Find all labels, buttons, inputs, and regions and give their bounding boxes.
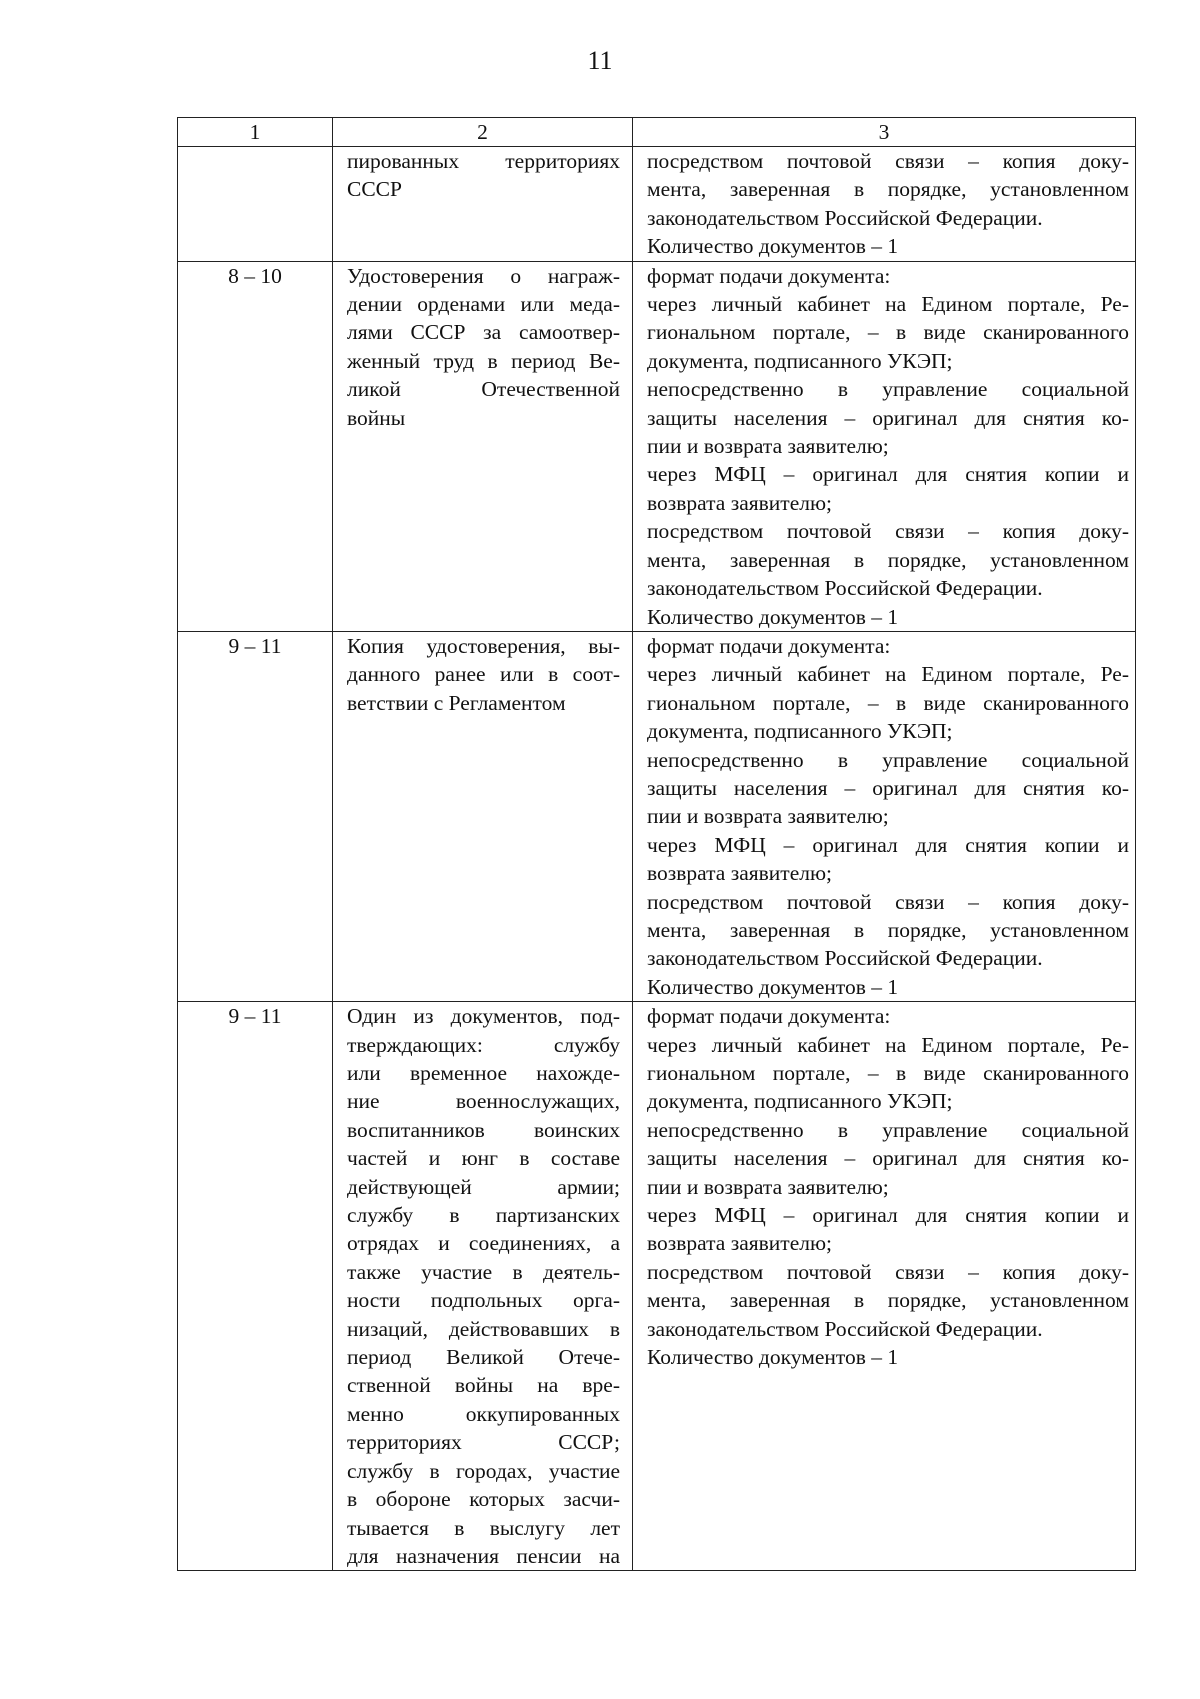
row-number-cell: 9 – 11	[178, 1002, 333, 1571]
submission-format-line: формат подачи документа:	[647, 1004, 891, 1029]
document-name-line: частей и юнг в составе	[347, 1146, 620, 1171]
row-number-cell	[178, 147, 333, 262]
document-name-line: также участие в деятель-	[347, 1259, 620, 1284]
submission-format-line: Количество документов – 1	[647, 974, 899, 999]
submission-format-line: мента, заверенная в порядке, установленном	[647, 177, 1129, 202]
page-number: 11	[587, 46, 613, 75]
document-name-cell	[333, 261, 633, 631]
table-header-row	[178, 118, 1136, 147]
document-name-line: Удостоверения о награж-	[347, 263, 620, 288]
document-name-line: действующей армии;	[347, 1174, 620, 1199]
document-name-line: ликой Отечественной	[347, 377, 620, 402]
submission-format-line: законодательством Российской Федерации.	[647, 1316, 1043, 1341]
submission-format-line: пии и возврата заявителю;	[647, 804, 889, 829]
submission-format-line: непосредственно в управление социальной	[647, 377, 1129, 402]
document-name-line: тверждающих: службу	[347, 1032, 620, 1057]
submission-format-line: защиты населения – оригинал для снятия ко-	[647, 405, 1129, 430]
document-name-line: для назначения пенсии на	[347, 1543, 620, 1568]
row-number-cell: 8 – 10	[178, 261, 333, 631]
document-name-line: службу в городах, участие	[347, 1458, 620, 1483]
submission-format-cell	[633, 631, 1136, 1001]
submission-format-line: формат подачи документа:	[647, 263, 891, 288]
submission-format-line: защиты населения – оригинал для снятия ко-	[647, 775, 1129, 800]
column-header-1: 1	[178, 118, 333, 147]
submission-format-line: посредством почтовой связи – копия доку-	[647, 149, 1129, 173]
submission-format-line: мента, заверенная в порядке, установленном	[647, 1288, 1129, 1313]
submission-format-line: возврата заявителю;	[647, 1231, 832, 1256]
submission-format-line: через личный кабинет на Едином портале, Ре-	[647, 1032, 1129, 1057]
submission-format-line: посредством почтовой связи – копия доку-	[647, 519, 1129, 544]
table-row	[178, 147, 1136, 262]
table-row	[178, 1002, 1136, 1571]
submission-format-line: через МФЦ – оригинал для снятия копии и	[647, 462, 1129, 487]
document-name-line: в обороне которых засчи-	[347, 1487, 620, 1512]
submission-format-line: непосредственно в управление социальной	[647, 1117, 1129, 1142]
submission-format-line: посредством почтовой связи – копия доку-	[647, 889, 1129, 914]
document-name-line: дении орденами или меда-	[347, 292, 620, 317]
table-row	[178, 261, 1136, 631]
column-header-2: 2	[333, 118, 633, 147]
submission-format-line: гиональном портале, – в виде сканированного	[647, 1061, 1129, 1085]
submission-format-line: пии и возврата заявителю;	[647, 1174, 889, 1199]
submission-format-line: Количество документов – 1	[647, 604, 899, 629]
document-name-line: ственной войны на вре-	[347, 1373, 620, 1398]
submission-format-line: законодательством Российской Федерации.	[647, 946, 1043, 971]
submission-format-cell	[633, 147, 1136, 262]
document-name-line: период Великой Отече-	[347, 1345, 620, 1370]
submission-format-line: мента, заверенная в порядке, установленном	[647, 917, 1129, 942]
document-name-line: Один из документов, под-	[347, 1004, 620, 1029]
submission-format-line: защиты населения – оригинал для снятия ко-	[647, 1146, 1129, 1171]
submission-format-cell	[633, 1002, 1136, 1571]
submission-format-line: законодательством Российской Федерации.	[647, 205, 1043, 230]
submission-format-line: непосредственно в управление социальной	[647, 747, 1129, 772]
document-name-line: воспитанников воинских	[347, 1117, 620, 1142]
document-name-line: СССР	[347, 177, 402, 202]
document-name-line: войны	[347, 405, 406, 430]
submission-format-line: документа, подписанного УКЭП;	[647, 348, 953, 373]
document-name-line: или временное нахожде-	[347, 1061, 620, 1085]
submission-format-line: Количество документов – 1	[647, 1345, 899, 1370]
document-name-line: менно оккупированных	[347, 1401, 620, 1426]
submission-format-line: через личный кабинет на Едином портале, Ре-	[647, 662, 1129, 687]
document-name-line: территориях СССР;	[347, 1430, 620, 1455]
submission-format-line: документа, подписанного УКЭП;	[647, 1089, 953, 1114]
submission-format-line: формат подачи документа:	[647, 633, 891, 658]
submission-format-line: через МФЦ – оригинал для снятия копии и	[647, 832, 1129, 857]
submission-format-line: документа, подписанного УКЭП;	[647, 719, 953, 744]
document-name-line: низаций, действовавших в	[347, 1316, 620, 1341]
document-name-cell	[333, 147, 633, 262]
document-name-cell	[333, 1002, 633, 1571]
document-name-line: данного ранее или в соот-	[347, 662, 620, 687]
document-name-line: лями СССР за самоотвер-	[347, 320, 620, 345]
submission-format-line: законодательством Российской Федерации.	[647, 576, 1043, 601]
document-name-line: тывается в выслугу лет	[347, 1515, 620, 1540]
document-name-line: ности подпольных орга-	[347, 1288, 620, 1313]
submission-format-line: гиональном портале, – в виде сканированного	[647, 690, 1129, 715]
document-name-line: отрядах и соединениях, а	[347, 1231, 620, 1256]
submission-format-line: возврата заявителю;	[647, 861, 832, 886]
submission-format-line: возврата заявителю;	[647, 490, 832, 515]
column-header-3: 3	[633, 118, 1136, 147]
document-name-line: ние военнослужащих,	[347, 1089, 620, 1114]
document-name-line: службу в партизанских	[347, 1203, 620, 1228]
submission-format-line: пии и возврата заявителю;	[647, 434, 889, 459]
submission-format-line: посредством почтовой связи – копия доку-	[647, 1259, 1129, 1284]
document-name-line: ветствии с Регламентом	[347, 690, 566, 715]
document-name-line: Копия удостоверения, вы-	[347, 633, 620, 658]
submission-format-line: гиональном портале, – в виде сканированного	[647, 320, 1129, 345]
submission-format-line: мента, заверенная в порядке, установленном	[647, 547, 1129, 572]
document-name-cell	[333, 631, 633, 1001]
table-row	[178, 631, 1136, 1001]
document-name-line: пированных территориях	[347, 149, 620, 173]
submission-format-line: Количество документов – 1	[647, 234, 899, 259]
submission-format-line: через личный кабинет на Едином портале, Ре-	[647, 292, 1129, 317]
submission-format-cell	[633, 261, 1136, 631]
document-name-line: женный труд в период Ве-	[347, 348, 620, 373]
submission-format-line: через МФЦ – оригинал для снятия копии и	[647, 1203, 1129, 1228]
row-number-cell: 9 – 11	[178, 631, 333, 1001]
documents-table	[177, 117, 1136, 1571]
